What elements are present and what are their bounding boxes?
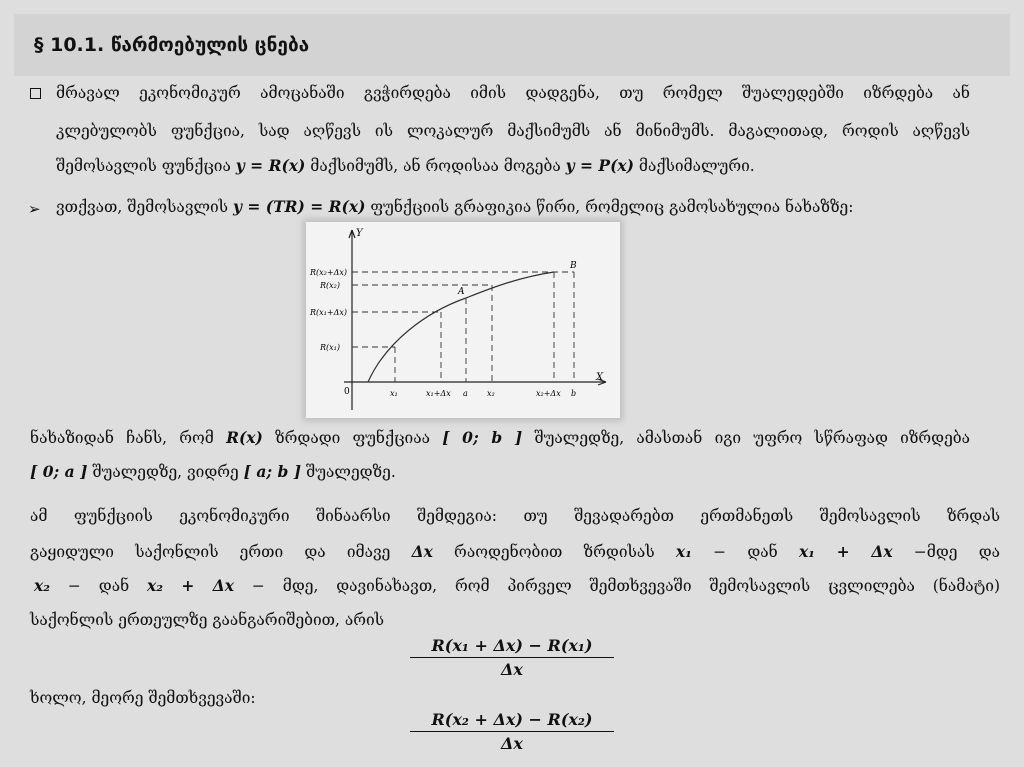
label-R-x1: R(x₁) <box>320 343 340 352</box>
paragraph-1-line-3 <box>56 152 970 180</box>
text-run: − მდე, დავინახავთ, რომ პირველ შემთხვევაში შემოსავლის ცვლილება (ნამატი) <box>234 577 1000 595</box>
math-run: x₂ <box>34 576 51 595</box>
text-run: ნახაზიდან ჩანს, რომ <box>30 429 227 447</box>
revenue-curve-graph <box>306 222 620 418</box>
text-run: შუალედზე, ამასთან იგი უფრო სწრაფად იზრდება <box>522 429 971 447</box>
paragraph-4-line-4: საქონლის ერთეულზე გაანგარიშებით, არის <box>30 611 385 629</box>
label-R-x2: R(x₂) <box>320 281 340 290</box>
text-run: − დან <box>691 543 799 561</box>
tick-x1: x₁ <box>390 389 398 398</box>
formula-1-numerator: R(x₁ + Δx) − R(x₁) <box>410 636 614 658</box>
math-run: x₁ + Δx <box>798 542 893 561</box>
square-bullet-icon <box>30 88 41 99</box>
paragraph-3-line-2 <box>30 458 970 486</box>
tick-b: b <box>571 389 577 398</box>
math-run: y = (TR) = R(x) <box>233 197 366 216</box>
text-run: მაქსიმუმს, ან როდისაა მოგება <box>305 157 566 175</box>
paragraph-3-line-1 <box>30 424 970 452</box>
second-case-text: ხოლო, მეორე შემთხვევაში: <box>30 689 256 707</box>
text-run: მაქსიმალური. <box>634 157 755 175</box>
page-title: § 10.1. წარმოებულის ცნება <box>34 34 310 56</box>
formula-2-numerator: R(x₂ + Δx) − R(x₂) <box>410 710 614 732</box>
formula-2-denominator: Δx <box>501 734 523 753</box>
text-run: რაოდენობით ზრდისას <box>432 543 676 561</box>
text-run: ფუნქციის გრაფიკია წირი, რომელიც გამოსახულია ნახაზზე: <box>365 198 854 216</box>
paragraph-1-line-1: მრავალ ეკონომიკურ ამოცანაში გვჭირდება იმის დადგენა, თუ რომელ შუალედებში იზრდება ან <box>56 84 970 102</box>
math-run: y = R(x) <box>235 156 306 175</box>
paragraph-4-line-3 <box>34 572 1000 600</box>
math-run: Δx <box>411 542 433 561</box>
math-run: x₁ <box>675 542 692 561</box>
tick-x1dx: x₁+Δx <box>426 389 451 398</box>
math-run: [ 0; b ] <box>442 428 523 447</box>
paragraph-1-line-2: კლებულობს ფუნქცია, სად აღწევს ის ლოკალურ მაქსიმუმს ან მინიმუმს. მაგალითად, როდის აღწევს <box>56 122 970 140</box>
graph-figure <box>306 222 620 418</box>
math-run: [ 0; a ] <box>30 462 88 481</box>
text-run: შუალედზე, ვიდრე <box>87 463 244 481</box>
tick-x2dx: x₂+Δx <box>536 389 561 398</box>
label-R-x1dx: R(x₁+Δx) <box>310 308 347 317</box>
arrow-bullet-icon: ➢ <box>28 200 41 218</box>
formula-1 <box>410 636 614 679</box>
text-run: შემოსავლის ფუნქცია <box>56 157 236 175</box>
formula-2 <box>410 710 614 753</box>
text-run: − დან <box>50 577 148 595</box>
math-run: y = P(x) <box>565 156 634 175</box>
math-run: x₂ + Δx <box>147 576 235 595</box>
point-B-label: B <box>570 261 577 271</box>
text-run: −მდე და <box>892 543 1000 561</box>
paragraph-2 <box>56 193 970 221</box>
tick-x2: x₂ <box>487 389 495 398</box>
origin-label: 0 <box>344 387 350 397</box>
y-axis-label: Y <box>356 228 363 239</box>
math-run: [ a; b ] <box>243 462 302 481</box>
text-run: ზრდადი ფუნქციაა <box>262 429 443 447</box>
text-run: შუალედზე. <box>301 463 396 481</box>
formula-1-denominator: Δx <box>501 660 523 679</box>
tick-a: a <box>463 389 468 398</box>
point-A-label: A <box>458 287 465 297</box>
text-run: გაყიდული საქონლის ერთი და იმავე <box>30 543 412 561</box>
paragraph-4-line-2 <box>30 538 1000 566</box>
text-run: ვთქვათ, შემოსავლის <box>56 198 233 216</box>
paragraph-4-line-1: ამ ფუნქციის ეკონომიკური შინაარსი შემდეგია: თუ შევადარებთ ერთმანეთს შემოსავლის ზრდას <box>30 507 1000 525</box>
x-axis-label: X <box>596 372 604 383</box>
math-run: R(x) <box>226 428 263 447</box>
label-R-x2dx: R(x₂+Δx) <box>310 268 347 277</box>
